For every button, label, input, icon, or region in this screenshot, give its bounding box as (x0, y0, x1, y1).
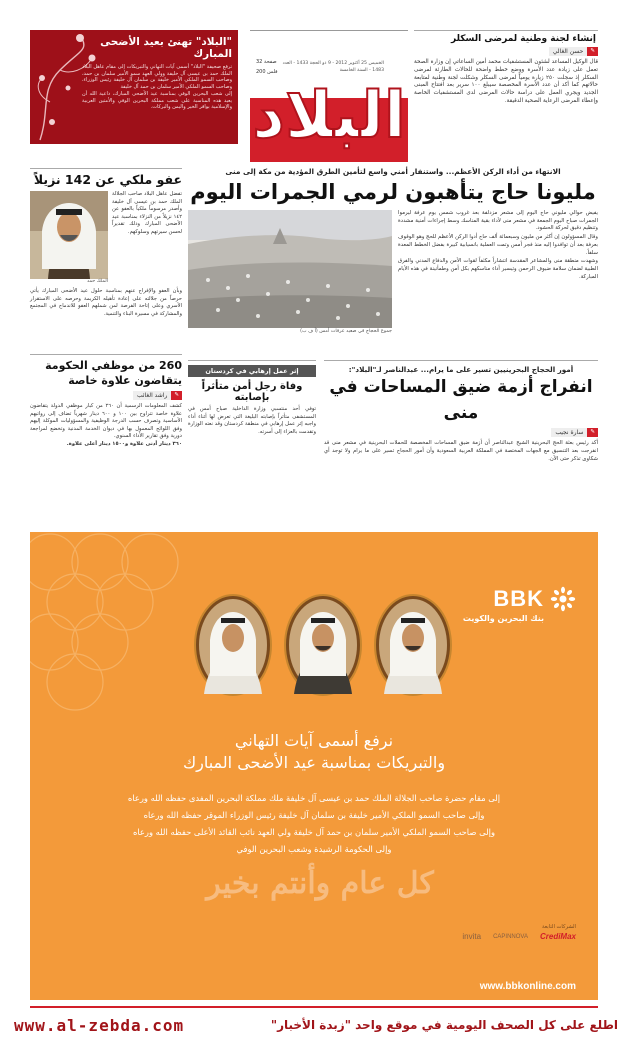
hajj-body: يفيض حوالي مليوني حاج اليوم إلى مشعر مزدلفة بعد غروب شمس يوم عرفة ليرموا الجمرات صباح اليوم الجمعة في مشعر منى لأداء بقية المناسك وسط إجراءات أمنية مشددة وتنظيم دقيق لحركة الحشود. وقال المسؤولون إن أكثر من مليون وسبعمائة ألف حاج أدوا الركن الأعظم للحج وهو الوقوف بعرفة بعد أن توافدوا إليه منذ فجر أمس وتمت العملية بانسيابية كبيرة بفضل الخطط المعدة سلفاً. وشهدت منطقة منى والمشاعر المقدسة انتشاراً مكثفاً لقوات الأمن والدفاع المدني والفرق الطبية لضمان سلامة ضيوف الرحمن وتيسير أداء مناسكهم بكل أمن وطمأنينة في هذه الأيام المباركة. (398, 210, 598, 280)
ad-line: وإلى صاحب السمو الملكي الأمير سلمان بن حمد آل خليفة ولي العهد نائب القائد الأعلى حفظه الله ورعاه (132, 827, 496, 837)
pages-badge: 32 صفحة (256, 59, 277, 65)
story-body: قال الوكيل المساعد لشئون المستشفيات محمد أمين الساعاتي إن وزارة الصحة تعمل على زيادة عدد الأسرة ووضع خطط واضحة للحالات الطارئة لمرضى السكلر إذ سجلت ٢٥٠ زيارة يومياً لمرضى السكلر وشكلت لجنة وطنية لمتابعة حالاتهم كما أكد أن عدد الأسرة المخصصة سيبلغ ١٠٠ سرير بعد افتتاح المبنى الجديد ويجري العمل على دراسة حالات المرضى لدى المستشفيات الخاصة وإعطاء المرضى الرعاية الصحية الدقيقة. (414, 59, 599, 104)
salary-body: كشف المعلومات الرسمية أن ٢٦٠ من كبار موظفي الدولة يتقاضون علاوة خاصة تتراوح بين ١٠٠ و ٦٠٠ دينار شهرياً تضاف إلى رواتبهم الأساسية وتصرف حسب الدرجة الوظيفية والمسؤوليات الموكلة إليهم وفق اللوائح المعمول بها في ديوان الخدمة المدنية وتخضع لمراجعة دورية وفق تقارير الأداء السنوي. (30, 403, 182, 440)
hajj-headline: مليونا حاج يتأهبون لرمي الجمرات اليوم (190, 180, 596, 204)
salary-story (30, 354, 182, 522)
masthead (250, 30, 408, 162)
mina-story (324, 360, 598, 522)
king-photo (30, 191, 108, 284)
subsidiaries-label: الشركات التابعة (542, 924, 576, 930)
kurdistan-story (188, 360, 316, 522)
hajj-photo-caption: جموع الحجاج في صعيد عرفات أمس (أ ف ب) (300, 329, 392, 334)
photo-caption: الملك حمد (87, 279, 108, 284)
masthead-logo: البلاد (252, 79, 406, 153)
bbk-brand: BBK (493, 586, 544, 611)
author-tag: ✎ (587, 428, 598, 437)
ad-headline-1: نرفع أسمى آيات التهاني (234, 731, 394, 750)
ad-calligraphy: كل عام وأنتم بخير (206, 866, 434, 901)
author-name: حسن الغالي (549, 47, 588, 56)
author-tag: ✎ (171, 391, 182, 400)
portrait-image (30, 191, 108, 279)
author-tag: ✎ (587, 47, 598, 56)
masthead-date-line: الخميس 25 أكتوبر 2012 - 9 ذو الحجة 1433 - العدد 1483 - السنة الخامسة (282, 61, 384, 73)
pilgrims-crowd-image (188, 210, 392, 328)
mina-author: سارة نجيب (551, 428, 587, 437)
bbk-ad (30, 532, 598, 1000)
sub-credimax: CrediMax (539, 932, 576, 941)
mina-body: أكد رئيس بعثة الحج البحرينية الشيخ عبدالناصر أن أزمة ضيق المساحات المخصصة للحملات البحرينية في مشعر منى قد انفرجت بعد التنسيق مع الجهات المختصة في المملكة العربية السعودية وأن أمور الحجاج تسير على ما يرام ولا توجد أي شكاوى تذكر حتى الآن. (324, 440, 598, 462)
footer-band (0, 1006, 632, 1038)
sun-flower-icon (550, 586, 576, 612)
sub-invita: invita (462, 932, 482, 941)
greeting-box (30, 30, 238, 144)
ad-headline-2: والتبريكات بمناسبة عيد الأضحى المبارك (182, 753, 446, 772)
ad-line: وإلى صاحب السمو الملكي الأمير خليفة بن سلمان آل خليفة رئيس الوزراء الموقر حفظه الله ورعاه (143, 810, 485, 820)
sub-capinnova: CAPINNOVA (493, 933, 528, 940)
portrait-image (194, 594, 272, 696)
ad-lines (70, 790, 558, 858)
salary-bullet: ٣٦٠ دينار أدنى علاوة و١٥٠٠ دينار أعلى علاوة. (66, 440, 182, 447)
greeting-title: "البلاد" تهنئ بعيد الأضحى المبارك (100, 36, 232, 60)
pardon-story (30, 168, 182, 346)
mina-kicker: أمور الحجاج البحرينيين تسير على ما يرام... عبدالناصر لـ"البلاد": (348, 365, 574, 374)
bbk-website[interactable]: www.bbkonline.com (479, 981, 576, 992)
pardon-body: تفضل عاهل البلاد صاحب الجلالة الملك حمد بن عيسى آل خليفة وأصدر مرسوماً ملكياً بالعفو عن ١٤٢ نزيلاً من النزلاء بمناسبة عيد الأضحى المبارك وذلك تقديراً لحسن سيرتهم وسلوكهم. (112, 191, 182, 235)
kurdistan-headline: وفاة رجل أمن متأثراً بإصابته (201, 381, 303, 403)
pardon-body-2: وبأن العفو والإفراج عنهم بمناسبة حلول عيد الأضحى المبارك يأتي حرصاً من جلالته على إعادة تأهيله الكريمة وحرصه على الاستقرار الأسري وعلى إتاحة الفرصة لمن شملهم العفو للاندماج في المجتمع والمشاركة في مسيرة البناء والتنمية. (30, 288, 182, 317)
portrait-image (284, 594, 362, 696)
salary-title: 260 من موظفي الحكومة يتقاضون علاوة خاصة (45, 359, 182, 387)
subsidiaries-row (336, 924, 576, 941)
ad-line: إلى مقام حضرة صاحب الجلالة الملك حمد بن عيسى آل خليفة ملك مملكة البحرين المفدى حفظه الله ورعاه (127, 793, 501, 803)
story-title: إنشاء لجنة وطنية لمرضى السكلر (451, 34, 596, 44)
portrait-image (374, 594, 452, 696)
portraits-row (194, 594, 456, 704)
top-right-story (414, 30, 598, 164)
footer-site[interactable]: www.al-zebda.com (14, 1016, 185, 1035)
kurdistan-body: توفي أحد منتسبي وزارة الداخلية صباح أمس في المستشفى متأثراً بإصابته البليغة التي تعرض لها أثناء أداء واجبه إثر عمل إرهابي في منطقة كردستان وقد نعته الوزارة وتقدمت بالعزاء إلى أسرته. (188, 406, 316, 435)
salary-author: راشد الغائب (133, 391, 171, 400)
hajj-photo (188, 210, 392, 334)
footer-rule (30, 1006, 598, 1008)
ad-line: وإلى الحكومة الرشيدة وشعب البحرين الوفي (236, 844, 392, 854)
mina-headline: انفراج أزمة ضيق المساحات في منى (329, 377, 593, 423)
hajj-story (188, 164, 598, 354)
bbk-brand-ar: بنك البحرين والكويت (462, 614, 544, 623)
footer-tagline: اطلع على كل الصحف اليومية في موقع واحد "زبدة الأخبار" (270, 1018, 618, 1032)
pardon-title: عفو ملكي عن 142 نزيلاً (33, 172, 182, 187)
price-badge: 200 فلس (256, 69, 278, 75)
greeting-body: ترفع صحيفة "البلاد" أسمى آيات التهاني والتبريكات إلى مقام عاهل البلاد الملك حمد بن عيسى آل خليفة وولي العهد سمو الأمير سلمان بن حمد، وصاحب السمو الملكي الأمير خليفة بن سلمان آل خليفة رئيس الوزراء، وصاحب السمو الملكي الأمير سلمان بن حمد آل خليفة إلى شعب البحرين الوفي بمناسبة عيد الأضحى المبارك، داعية الله أن يعيد هذه المناسبة على شعب مملكة البحرين الوفي والأمتين العربية والإسلامية بوافر الخير واليمن والبركات. (82, 64, 232, 110)
kurdistan-kicker: إثر عمل إرهابي في كردستان (188, 365, 316, 377)
hajj-kicker: الانتهاء من أداء الركن الأعظم... واستنفار أمني واسع لتأمين الطرق المؤدية من مكة إلى منى (225, 167, 561, 176)
